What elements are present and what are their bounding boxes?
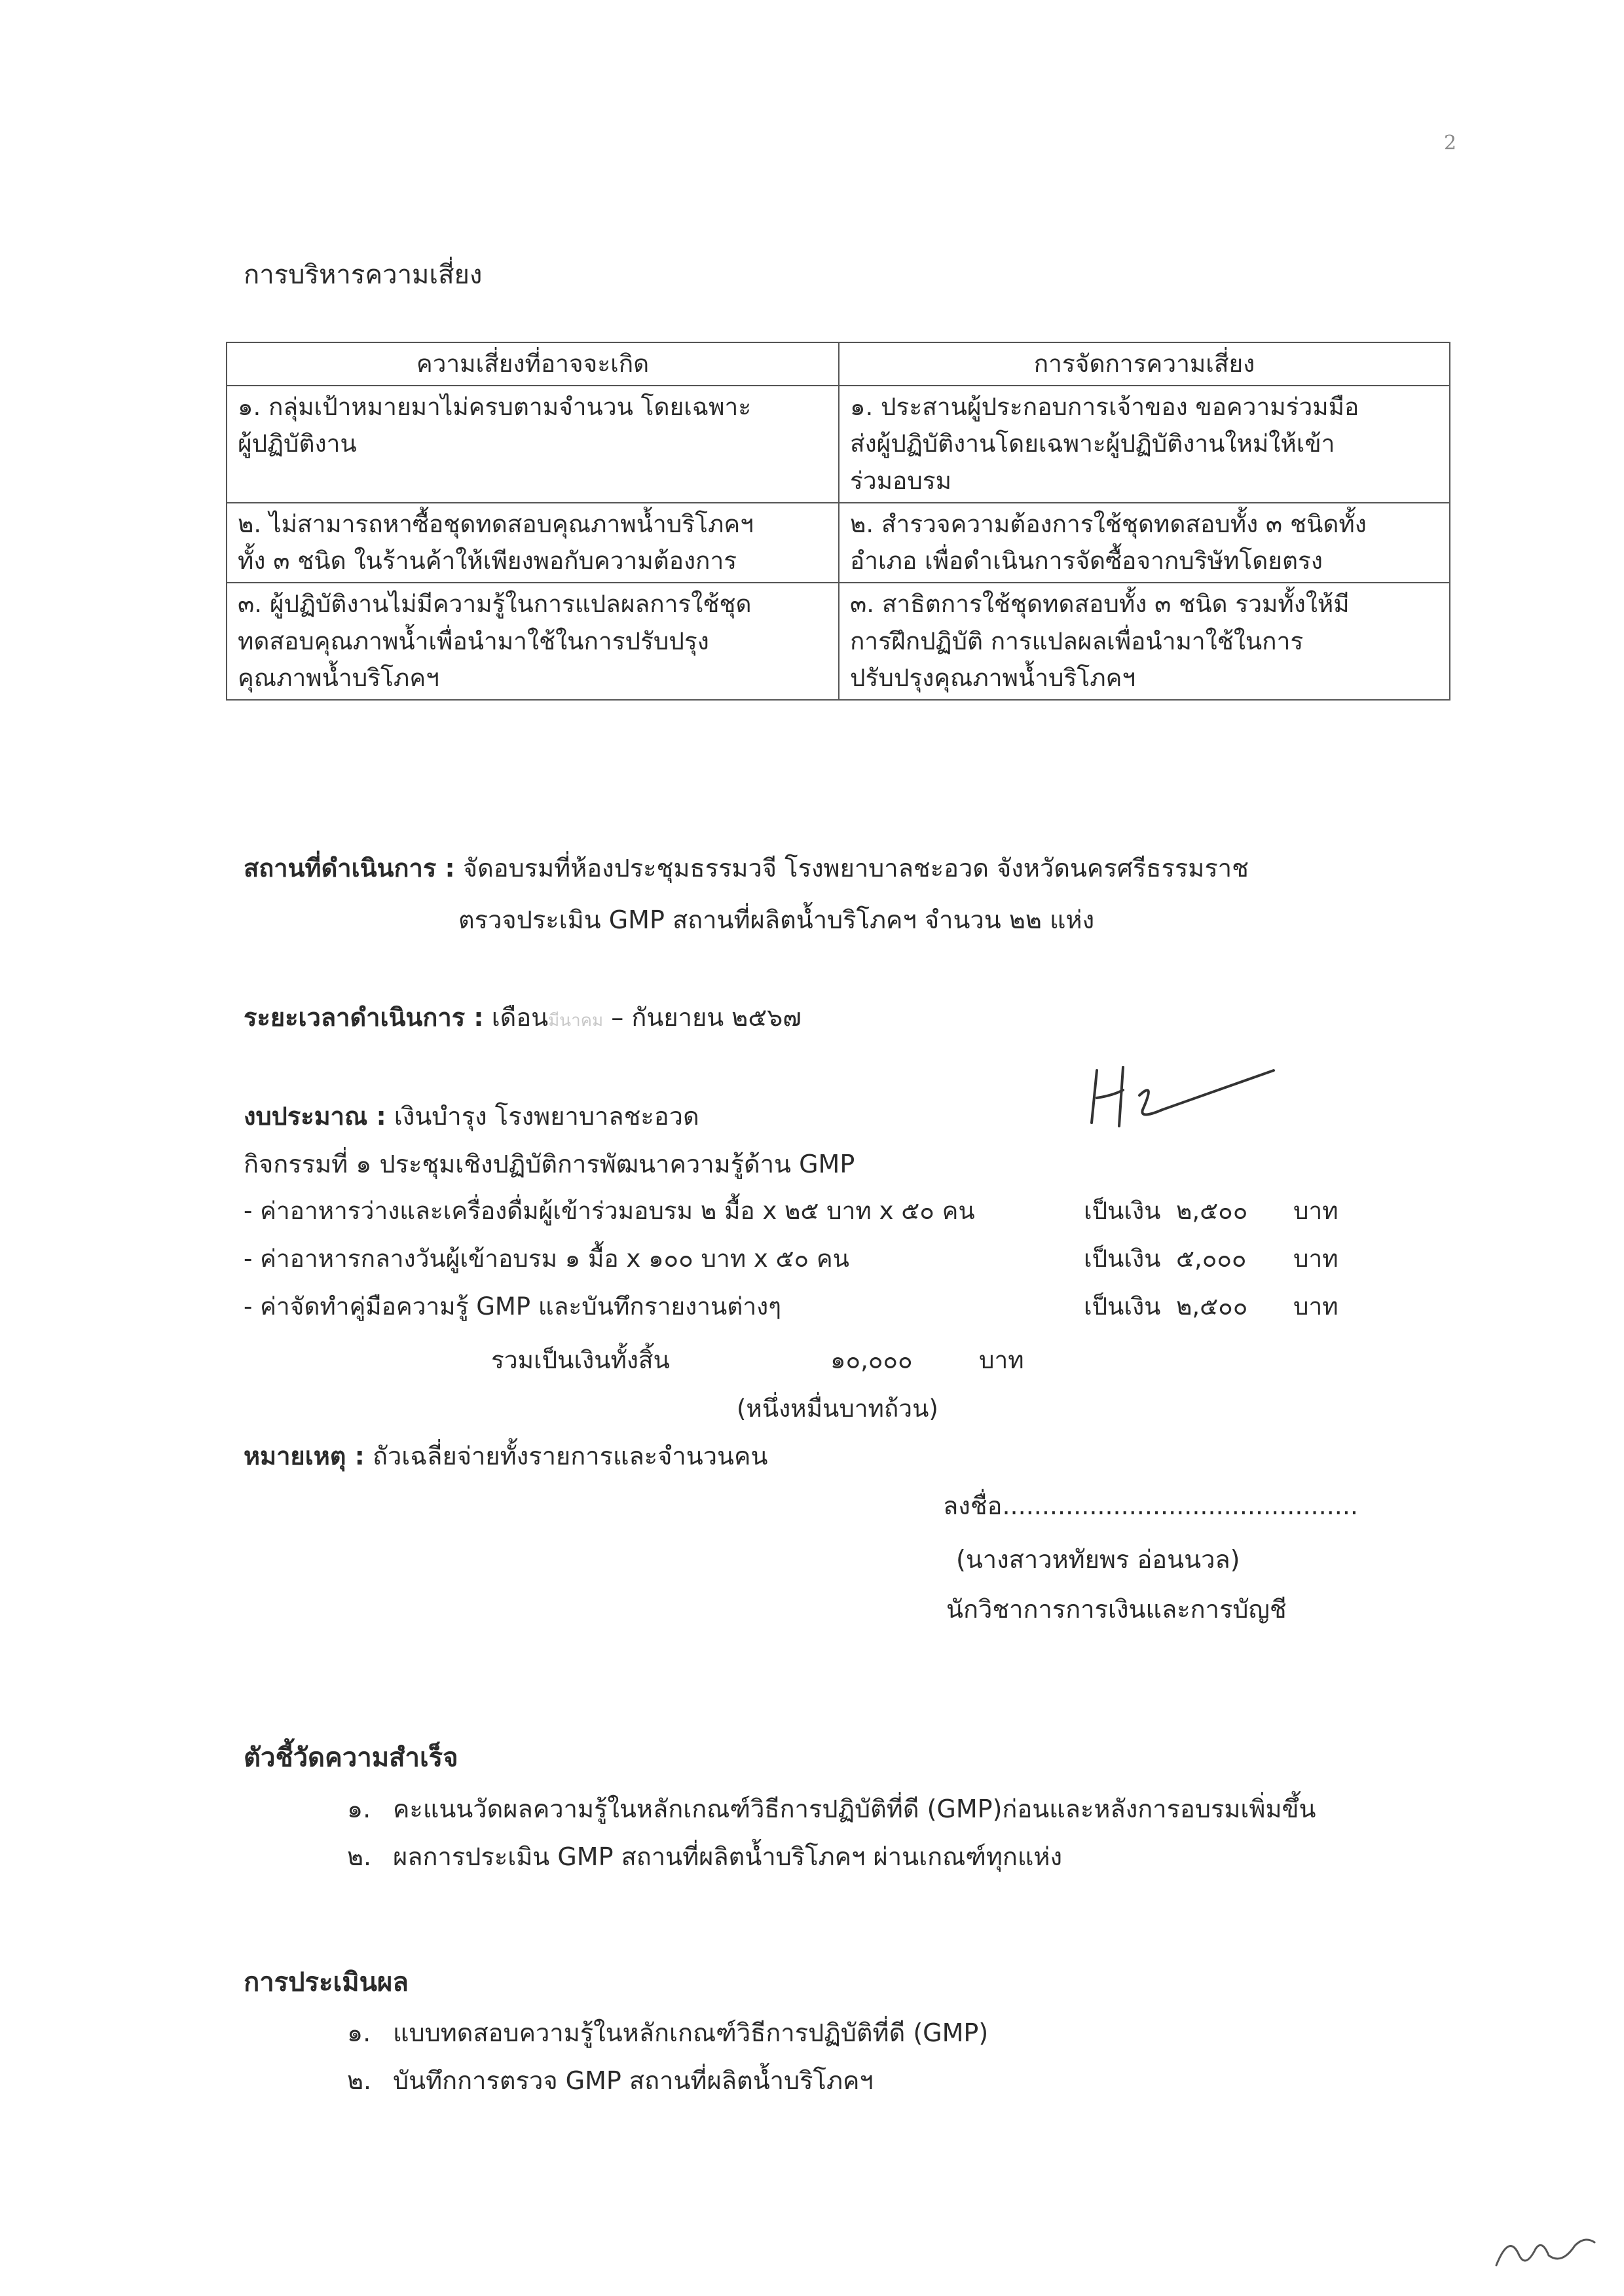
list-item xyxy=(347,1789,1316,1829)
budget-total-amount: ๑๐,๐๐๐ xyxy=(830,1346,913,1374)
budget-item-unit: บาท xyxy=(1293,1197,1338,1225)
budget-line xyxy=(244,1097,699,1137)
budget-item-desc: - ค่าจัดทำคู่มือความรู้ GMP และบันทึกรายงานต่างๆ xyxy=(244,1292,782,1321)
cell-line: อำเภอ เพื่อดำเนินการจัดซื้อจากบริษัทโดยตรง xyxy=(850,547,1323,575)
cell-line: ๑. ประสานผู้ประกอบการเจ้าของ ขอความร่วมมือ xyxy=(850,393,1359,422)
item-number: ๑. xyxy=(347,1795,371,1823)
table-row xyxy=(227,503,1450,583)
management-cell xyxy=(839,386,1450,503)
kpi-heading: ตัวชี้วัดความสำเร็จ xyxy=(244,1743,458,1773)
budget-activity: กิจกรรมที่ ๑ ประชุมเชิงปฏิบัติการพัฒนาความรู้ด้าน GMP xyxy=(244,1150,855,1178)
cell-line: ทั้ง ๓ ชนิด ในร้านค้าให้เพียงพอกับความต้องการ xyxy=(238,547,737,575)
item-text: แบบทดสอบความรู้ในหลักเกณฑ์วิธีการปฏิบัติที่ดี (GMP) xyxy=(393,2018,989,2047)
remark-label: หมายเหตุ : xyxy=(244,1442,365,1470)
risk-cell xyxy=(227,503,839,583)
budget-item-desc: - ค่าอาหารว่างและเครื่องดื่มผู้เข้าร่วมอบรม ๒ มื้อ x ๒๕ บาท x ๕๐ คน xyxy=(244,1197,975,1225)
cell-line: ร่วมอบรม xyxy=(850,466,952,495)
cell-line: ปรับปรุงคุณภาพน้ำบริโภคฯ xyxy=(850,663,1136,692)
location-line-2: ตรวจประเมิน GMP สถานที่ผลิตน้ำบริโภคฯ จำนวน ๒๒ แห่ง xyxy=(458,905,1095,934)
table-row xyxy=(227,583,1450,700)
signature-line: ลงชื่อ............................................. xyxy=(943,1491,1359,1520)
handwritten-signature xyxy=(1077,1044,1293,1136)
table-row xyxy=(227,386,1450,503)
amount-value: ๒,๕๐๐ xyxy=(1175,1197,1248,1225)
item-text: คะแนนวัดผลความรู้ในหลักเกณฑ์วิธีการปฏิบัติที่ดี (GMP)ก่อนและหลังการอบรมเพิ่มขึ้น xyxy=(393,1795,1316,1823)
period-label: ระยะเวลาดำเนินการ : xyxy=(244,1003,484,1032)
budget-item-desc: - ค่าอาหารกลางวันผู้เข้าอบรม ๑ มื้อ x ๑๐๐ บาท x ๕๐ คน xyxy=(244,1245,849,1273)
management-column-header: การจัดการความเสี่ยง xyxy=(839,342,1450,386)
budget-item-amount xyxy=(1084,1287,1247,1326)
budget-item-amount xyxy=(1084,1192,1247,1230)
management-cell xyxy=(839,503,1450,583)
list-item xyxy=(347,2013,988,2053)
evaluation-heading: การประเมินผล xyxy=(244,1967,409,1997)
budget-total-words: (หนึ่งหมื่นบาทถ้วน) xyxy=(737,1394,938,1423)
period-value-ghost: มีนาคม xyxy=(548,1011,604,1030)
cell-line: ๑. กลุ่มเป้าหมายมาไม่ครบตามจำนวน โดยเฉพาะ xyxy=(238,393,752,422)
risk-table-header-row xyxy=(227,342,1450,386)
page-number: 2 xyxy=(1444,132,1457,155)
risk-cell xyxy=(227,583,839,700)
period-line xyxy=(244,998,802,1038)
cell-line: ส่งผู้ปฏิบัติงานโดยเฉพาะผู้ปฏิบัติงานใหม่ให้เข้า xyxy=(850,429,1335,458)
cell-line: ทดสอบคุณภาพน้ำเพื่อนำมาใช้ในการปรับปรุง xyxy=(238,627,709,655)
location-label: สถานที่ดำเนินการ : xyxy=(244,854,455,883)
period-value-end: – กันยายน ๒๕๖๗ xyxy=(611,1003,802,1032)
budget-total-unit: บาท xyxy=(979,1346,1024,1374)
corner-initials-signature xyxy=(1490,2219,1601,2278)
item-number: ๒. xyxy=(347,1842,372,1871)
amount-label: เป็นเงิน xyxy=(1084,1245,1161,1273)
budget-item-unit: บาท xyxy=(1293,1245,1338,1273)
cell-line: ผู้ปฏิบัติงาน xyxy=(238,429,357,458)
amount-value: ๒,๕๐๐ xyxy=(1175,1292,1248,1321)
item-number: ๑. xyxy=(347,2018,371,2047)
budget-source: เงินบำรุง โรงพยาบาลชะอวด xyxy=(394,1102,699,1131)
cell-line: ๒. สำรวจความต้องการใช้ชุดทดสอบทั้ง ๓ ชนิดทั้ง xyxy=(850,509,1367,538)
remark-text: ถัวเฉลี่ยจ่ายทั้งรายการและจำนวนคน xyxy=(372,1442,768,1470)
remark-line xyxy=(244,1436,767,1476)
location-text: จัดอบรมที่ห้องประชุมธรรมวจี โรงพยาบาลชะอวด จังหวัดนครศรีธรรมราช xyxy=(462,854,1249,883)
item-number: ๒. xyxy=(347,2066,372,2095)
amount-label: เป็นเงิน xyxy=(1084,1197,1161,1225)
item-text: บันทึกการตรวจ GMP สถานที่ผลิตน้ำบริโภคฯ xyxy=(393,2066,874,2095)
budget-label: งบประมาณ : xyxy=(244,1102,386,1131)
cell-line: ๓. สาธิตการใช้ชุดทดสอบทั้ง ๓ ชนิด รวมทั้งให้มี xyxy=(850,590,1350,619)
list-item xyxy=(347,1837,1062,1877)
item-text: ผลการประเมิน GMP สถานที่ผลิตน้ำบริโภคฯ ผ่านเกณฑ์ทุกแห่ง xyxy=(393,1842,1063,1871)
cell-line: ๒. ไม่สามารถหาซื้อชุดทดสอบคุณภาพน้ำบริโภคฯ xyxy=(238,509,754,538)
amount-value: ๕,๐๐๐ xyxy=(1175,1245,1247,1273)
risk-column-header: ความเสี่ยงที่อาจจะเกิด xyxy=(227,342,839,386)
risk-heading: การบริหารความเสี่ยง xyxy=(244,260,483,290)
signer-position: นักวิชาการการเงินและการบัญชี xyxy=(946,1595,1287,1624)
management-cell xyxy=(839,583,1450,700)
location-line-1 xyxy=(244,848,1249,888)
budget-item-amount xyxy=(1084,1239,1246,1278)
risk-cell xyxy=(227,386,839,503)
risk-table xyxy=(226,342,1450,701)
cell-line: ๓. ผู้ปฏิบัติงานไม่มีความรู้ในการแปลผลการใช้ชุด xyxy=(238,590,752,619)
amount-label: เป็นเงิน xyxy=(1084,1292,1161,1321)
cell-line: การฝึกปฏิบัติ การแปลผลเพื่อนำมาใช้ในการ xyxy=(850,627,1304,655)
cell-line: คุณภาพน้ำบริโภคฯ xyxy=(238,663,439,692)
budget-item-unit: บาท xyxy=(1293,1292,1338,1321)
period-value-start: เดือน xyxy=(491,1003,549,1032)
list-item xyxy=(347,2061,874,2101)
signer-name: (นางสาวหทัยพร อ่อนนวล) xyxy=(956,1545,1240,1574)
budget-total-label: รวมเป็นเงินทั้งสิ้น xyxy=(491,1346,670,1374)
